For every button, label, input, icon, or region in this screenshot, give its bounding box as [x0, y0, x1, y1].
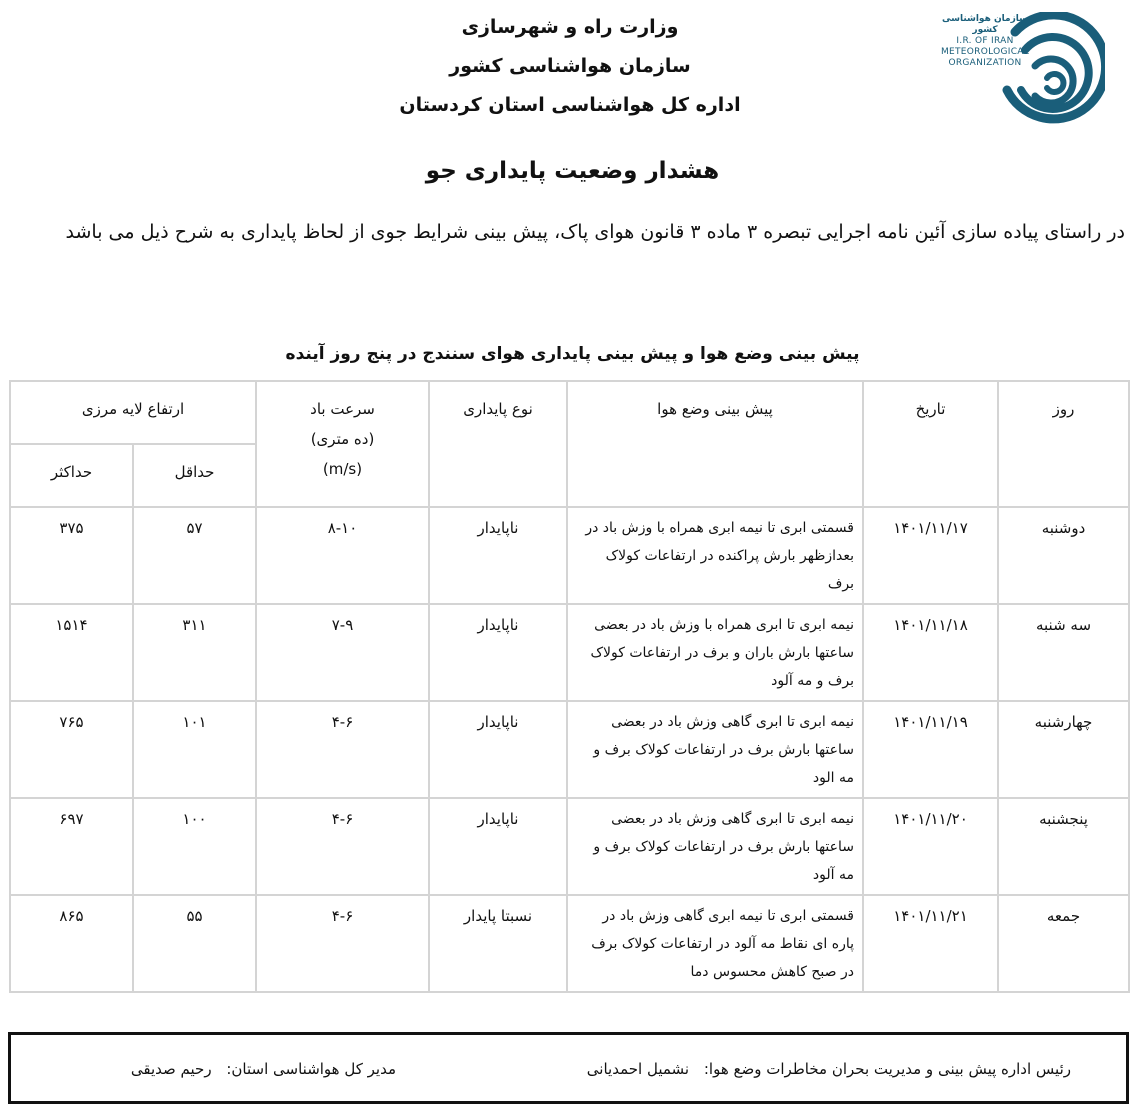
cell-day: جمعه	[998, 895, 1129, 992]
page-title: هشدار وضعیت پایداری جو	[425, 158, 720, 184]
header-wind-unit: (m/s)	[322, 460, 363, 478]
header-wind-height: (ده متری)	[310, 430, 375, 448]
logo-emblem-icon	[995, 12, 1105, 132]
cell-weather: قسمتی ابری تا نیمه ابری همراه با وزش باد در بعدازظهر بارش پراکنده در ارتفاعات کولاک برف	[567, 507, 863, 604]
header-weather: پیش بینی وضع هوا	[567, 381, 863, 507]
intro-paragraph: در راستای پیاده سازی آئین نامه اجرایی تبصره ۳ ماده ۳ قانون هوای پاک، پیش بینی شرایط جوی از لحاظ پایداری به شرح ذیل می باشد	[65, 221, 1125, 243]
meteorological-organization-logo	[935, 6, 1105, 136]
cell-max: ۸۶۵	[10, 895, 133, 992]
cell-wind: ۴-۶	[256, 798, 429, 895]
header-min: حداقل	[133, 444, 256, 507]
cell-stability: ناپایدار	[429, 798, 567, 895]
table-row	[10, 895, 1129, 992]
cell-min: ۵۵	[133, 895, 256, 992]
cell-date: ۱۴۰۱/۱۱/۱۸	[863, 604, 998, 701]
header-day: روز	[998, 381, 1129, 507]
cell-min: ۱۰۰	[133, 798, 256, 895]
cell-max: ۷۶۵	[10, 701, 133, 798]
header-boundary-layer: ارتفاع لایه مرزی	[10, 381, 256, 444]
cell-min: ۱۰۱	[133, 701, 256, 798]
cell-date: ۱۴۰۱/۱۱/۱۷	[863, 507, 998, 604]
logo-text-en-3: ORGANIZATION	[948, 58, 1022, 68]
cell-stability: نسبتا پایدار	[429, 895, 567, 992]
table-row	[10, 604, 1129, 701]
cell-min: ۵۷	[133, 507, 256, 604]
signature-forecast-head	[587, 1060, 1071, 1078]
header-date: تاریخ	[863, 381, 998, 507]
logo-text-en-2: METEOROLOGICAL	[940, 47, 1030, 57]
cell-date: ۱۴۰۱/۱۱/۱۹	[863, 701, 998, 798]
cell-day: چهارشنبه	[998, 701, 1129, 798]
cell-date: ۱۴۰۱/۱۱/۲۰	[863, 798, 998, 895]
cell-day: دوشنبه	[998, 507, 1129, 604]
department-name: اداره کل هواشناسی استان کردستان	[399, 94, 741, 116]
cell-weather: نیمه ابری تا ابری گاهی وزش باد در بعضی ساعتها بارش برف در ارتفاعات کولاک برف و مه الود	[567, 701, 863, 798]
cell-max: ۶۹۷	[10, 798, 133, 895]
signature-name: رحیم صدیقی	[130, 1060, 212, 1078]
signature-title: رئیس اداره پیش بینی و مدیریت بحران مخاطرات وضع هوا:	[703, 1060, 1071, 1078]
cell-max: ۱۵۱۴	[10, 604, 133, 701]
cell-wind: ۷-۹	[256, 604, 429, 701]
table-title: پیش بینی وضع هوا و پیش بینی پایداری هوای سنندج در پنج روز آینده	[285, 344, 860, 364]
signature-director	[131, 1060, 396, 1078]
cell-wind: ۴-۶	[256, 895, 429, 992]
table-row	[10, 798, 1129, 895]
signature-title: مدیر کل هواشناسی استان:	[226, 1060, 396, 1078]
cell-stability: ناپایدار	[429, 604, 567, 701]
organization-lines	[300, 8, 840, 125]
cell-date: ۱۴۰۱/۱۱/۲۱	[863, 895, 998, 992]
cell-weather: قسمتی ابری تا نیمه ابری گاهی وزش باد در پاره ای نقاط مه آلود در ارتفاعات کولاک برف در صبح کاهش محسوس دما	[567, 895, 863, 992]
table-row	[10, 701, 1129, 798]
page-header	[0, 0, 1145, 140]
cell-weather: نیمه ابری تا ابری همراه با وزش باد در بعضی ساعتها بارش باران و برف در ارتفاعات کولاک برف و مه آلود	[567, 604, 863, 701]
cell-max: ۳۷۵	[10, 507, 133, 604]
header-stability: نوع پایداری	[429, 381, 567, 507]
cell-day: پنجشنبه	[998, 798, 1129, 895]
logo-text-fa: سازمان هواشناسی کشور	[941, 14, 1028, 35]
table-row	[10, 507, 1129, 604]
signature-box	[8, 1032, 1129, 1104]
cell-min: ۳۱۱	[133, 604, 256, 701]
ministry-name: وزارت راه و شهرسازی	[461, 16, 679, 38]
cell-stability: ناپایدار	[429, 701, 567, 798]
forecast-table	[9, 380, 1130, 993]
organization-name: سازمان هواشناسی کشور	[449, 55, 691, 77]
cell-stability: ناپایدار	[429, 507, 567, 604]
cell-weather: نیمه ابری تا ابری گاهی وزش باد در بعضی ساعتها بارش برف در ارتفاعات کولاک برف و مه آلود	[567, 798, 863, 895]
forecast-table-body	[10, 507, 1129, 992]
cell-wind: ۸-۱۰	[256, 507, 429, 604]
cell-wind: ۴-۶	[256, 701, 429, 798]
header-wind	[256, 381, 429, 507]
logo-text-en-1: I.R. OF IRAN	[956, 36, 1014, 46]
signature-name: نشمیل احمدیانی	[586, 1060, 690, 1078]
header-max: حداکثر	[10, 444, 133, 507]
header-wind-label: سرعت باد	[310, 400, 375, 418]
cell-day: سه شنبه	[998, 604, 1129, 701]
